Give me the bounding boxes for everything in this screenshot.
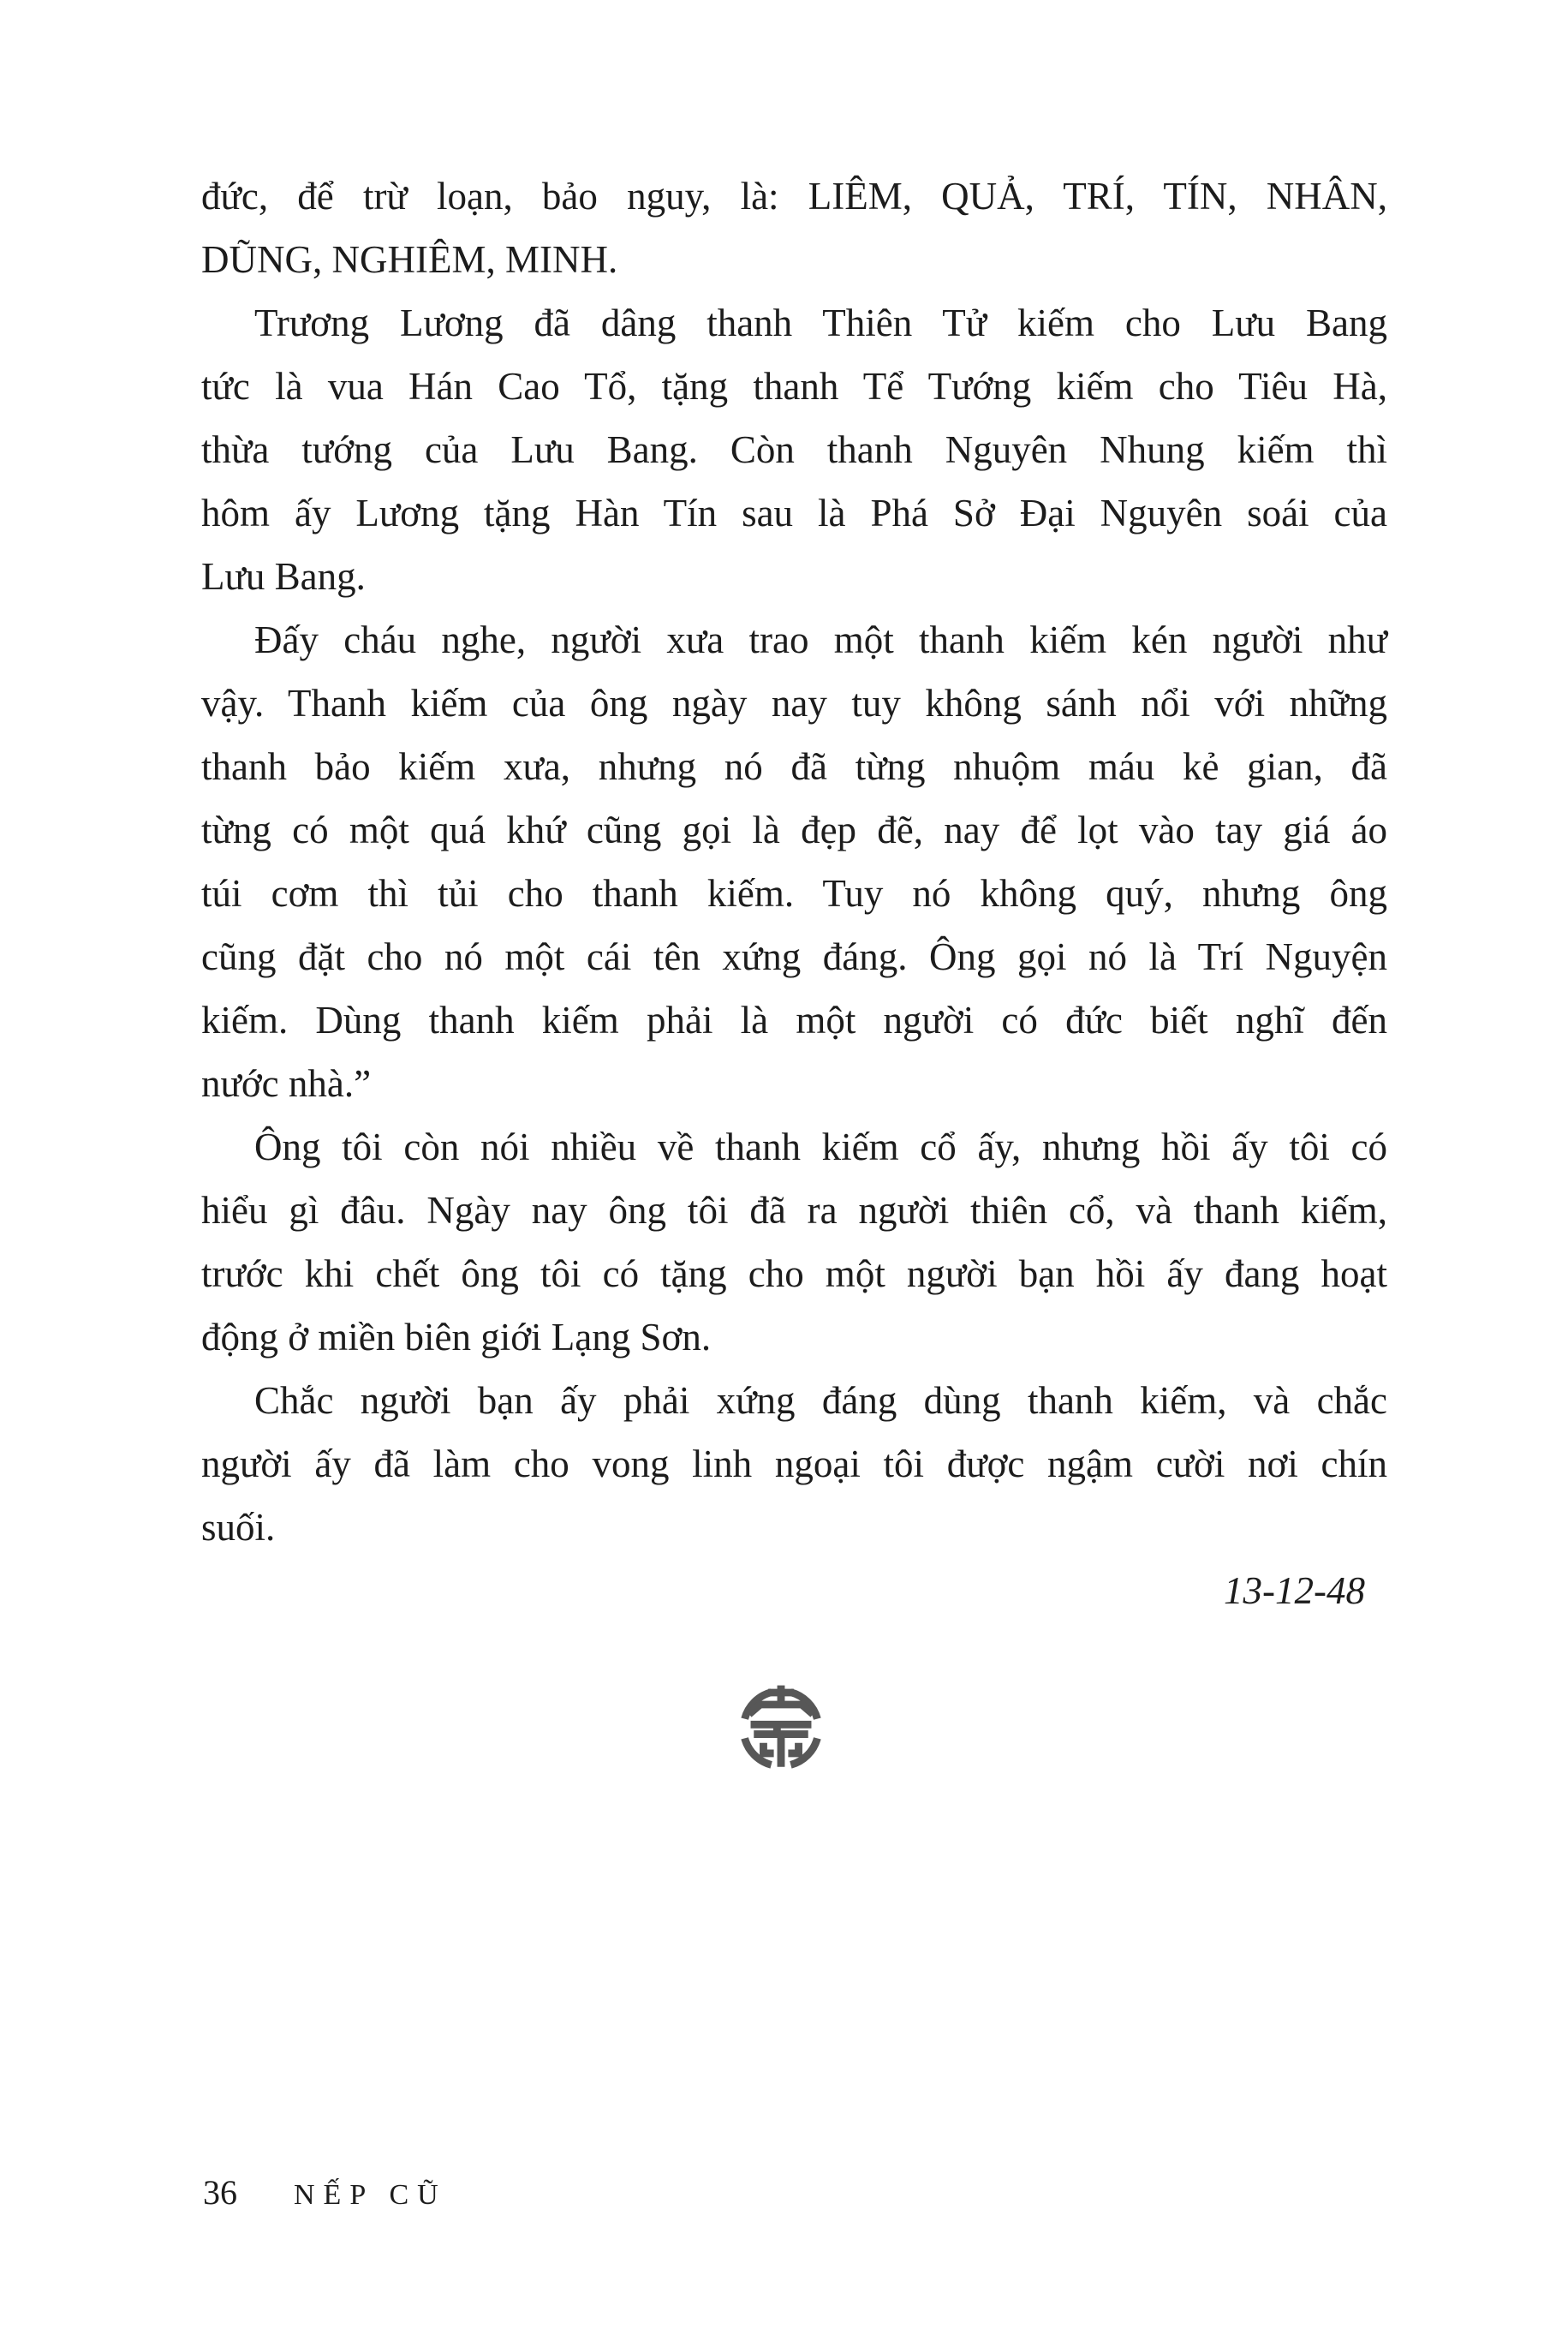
page-number: 36 (203, 2173, 237, 2212)
text-line: Trương Lương đã dâng thanh Thiên Tử kiếm cho Lưu Bang (254, 302, 1387, 344)
text-line: động ở miền biên giới Lạng Sơn. (201, 1316, 712, 1359)
text-line: Lưu Bang. (201, 555, 366, 598)
text-line: kiếm. Dùng thanh kiếm phải là một người có đức biết nghĩ đến (201, 999, 1387, 1042)
text-line: Đấy cháu nghe, người xưa trao một thanh kiếm kén người như (254, 618, 1387, 661)
text-line: vậy. Thanh kiếm của ông ngày nay tuy không sánh nổi với những (201, 682, 1387, 725)
body-text (201, 164, 1387, 1622)
longevity-seal-icon (733, 1681, 829, 1777)
text-line: Chắc người bạn ấy phải xứng đáng dùng thanh kiếm, và chắc (254, 1379, 1387, 1422)
text-line: hôm ấy Lương tặng Hàn Tín sau là Phá Sở Đại Nguyên soái của (201, 492, 1387, 534)
text-line: túi cơm thì tủi cho thanh kiếm. Tuy nó không quý, nhưng ông (201, 872, 1387, 915)
text-line: thanh bảo kiếm xưa, nhưng nó đã từng nhuộm máu kẻ gian, đã (201, 745, 1387, 788)
date-line: 13-12-48 (1224, 1569, 1365, 1612)
text-line: Ông tôi còn nói nhiều về thanh kiếm cổ ấy, nhưng hồi ấy tôi có (254, 1126, 1387, 1168)
text-line: suối. (201, 1506, 276, 1549)
text-line: hiểu gì đâu. Ngày nay ông tôi đã ra người thiên cổ, và thanh kiếm, (201, 1189, 1387, 1232)
text-line: người ấy đã làm cho vong linh ngoại tôi được ngậm cười nơi chín (201, 1442, 1387, 1485)
running-title: NẾP CŨ (294, 2179, 447, 2211)
text-line: trước khi chết ông tôi có tặng cho một người bạn hồi ấy đang hoạt (201, 1252, 1387, 1295)
text-line: tức là vua Hán Cao Tổ, tặng thanh Tể Tướng kiếm cho Tiêu Hà, (201, 365, 1387, 408)
text-line: đức, để trừ loạn, bảo nguy, là: LIÊM, QUẢ, TRÍ, TÍN, NHÂN, (201, 175, 1387, 218)
text-line: cũng đặt cho nó một cái tên xứng đáng. Ông gọi nó là Trí Nguyện (201, 935, 1387, 978)
text-line: thừa tướng của Lưu Bang. Còn thanh Nguyên Nhung kiếm thì (201, 428, 1387, 471)
text-line: nước nhà.” (201, 1062, 372, 1105)
text-line: từng có một quá khứ cũng gọi là đẹp đẽ, nay để lọt vào tay giá áo (201, 809, 1387, 851)
text-line: DŨNG, NGHIÊM, MINH. (201, 238, 618, 281)
page-footer (203, 2174, 447, 2214)
